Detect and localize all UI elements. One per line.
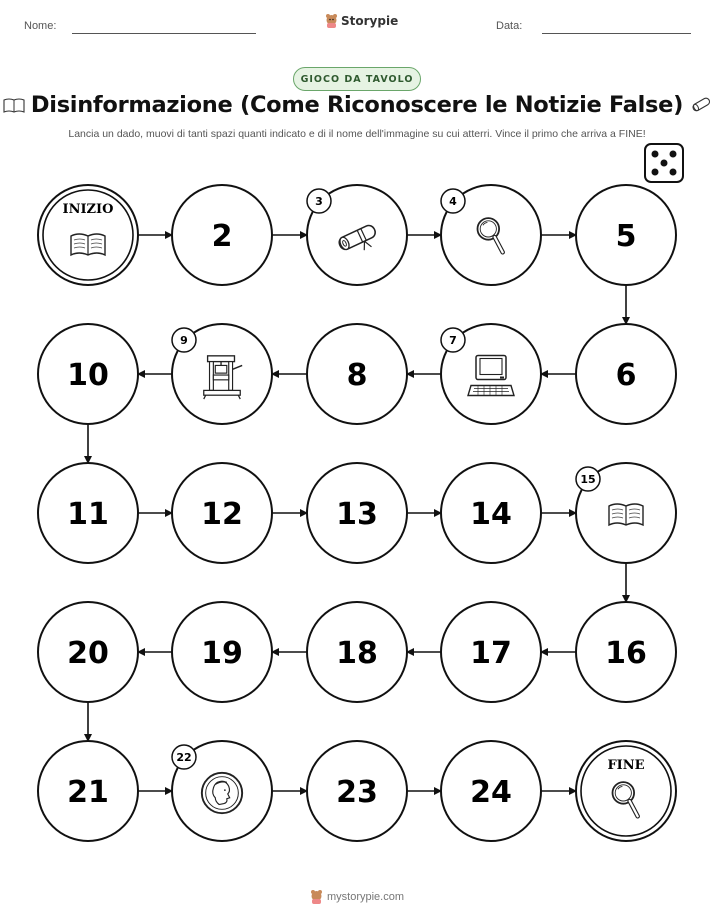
start-label: INIZIO: [62, 202, 114, 217]
board-space-17: [441, 602, 541, 702]
board-space-22: [172, 741, 272, 841]
board-space-20: [38, 602, 138, 702]
space-number: 6: [615, 358, 637, 393]
category-badge: GIOCO DA TAVOLO: [293, 67, 421, 91]
space-number: 23: [336, 775, 378, 810]
board-space-16: [576, 602, 676, 702]
board-space-24: [441, 741, 541, 841]
brand-name: Storypie: [341, 13, 399, 28]
space-number: 17: [470, 636, 512, 671]
book-icon: [609, 504, 643, 525]
space-number: 19: [201, 636, 243, 671]
board-space-15: [576, 463, 676, 563]
board-space-12: [172, 463, 272, 563]
instructions: Lancia un dado, muovi di tanti spazi quanti indicato e di il nome dell'immagine su cui atterri. Vince il primo che arriva a FINE!: [68, 128, 646, 140]
board-space-10: [38, 324, 138, 424]
board-space-5: [576, 185, 676, 285]
board-space-3: [307, 185, 407, 285]
end-label: FINE: [607, 758, 645, 773]
book-icon: [71, 234, 105, 255]
space-number: 9: [180, 334, 188, 347]
space-number: 13: [336, 497, 378, 532]
space-number: 18: [336, 636, 378, 671]
space-number: 8: [346, 358, 368, 393]
footer: [0, 889, 714, 904]
board-space-14: [441, 463, 541, 563]
board-space-25: [576, 741, 676, 841]
space-number: 11: [67, 497, 109, 532]
space-number: 12: [201, 497, 243, 532]
space-number: 14: [470, 497, 512, 532]
space-number: 24: [470, 775, 512, 810]
board-space-7: [441, 324, 541, 424]
board-space-23: [307, 741, 407, 841]
page-title: Disinformazione (Come Riconoscere le Notizie False): [30, 92, 684, 118]
space-number: 5: [615, 219, 637, 254]
board-space-2: [172, 185, 272, 285]
board-space-11: [38, 463, 138, 563]
board-space-1: [38, 185, 138, 285]
space-number: 22: [176, 751, 192, 764]
board-space-18: [307, 602, 407, 702]
board-space-6: [576, 324, 676, 424]
space-number: 15: [580, 473, 596, 486]
board-space-13: [307, 463, 407, 563]
board-space-8: [307, 324, 407, 424]
space-number: 4: [449, 195, 457, 208]
space-number: 2: [211, 219, 233, 254]
space-number: 7: [449, 334, 457, 347]
board-space-9: [172, 324, 272, 424]
bear-icon: [310, 889, 323, 904]
space-number: 20: [67, 636, 109, 671]
board-space-19: [172, 602, 272, 702]
board-space-21: [38, 741, 138, 841]
space-number: 21: [67, 775, 109, 810]
date-label: Data:: [496, 20, 523, 32]
board-spaces: [38, 185, 676, 841]
name-label: Nome:: [24, 20, 57, 32]
space-number: 16: [605, 636, 647, 671]
footer-url[interactable]: mystorypie.com: [326, 890, 405, 903]
coin-icon: [202, 773, 242, 813]
board-space-4: [441, 185, 541, 285]
space-number: 10: [67, 358, 109, 393]
space-number: 3: [315, 195, 323, 208]
